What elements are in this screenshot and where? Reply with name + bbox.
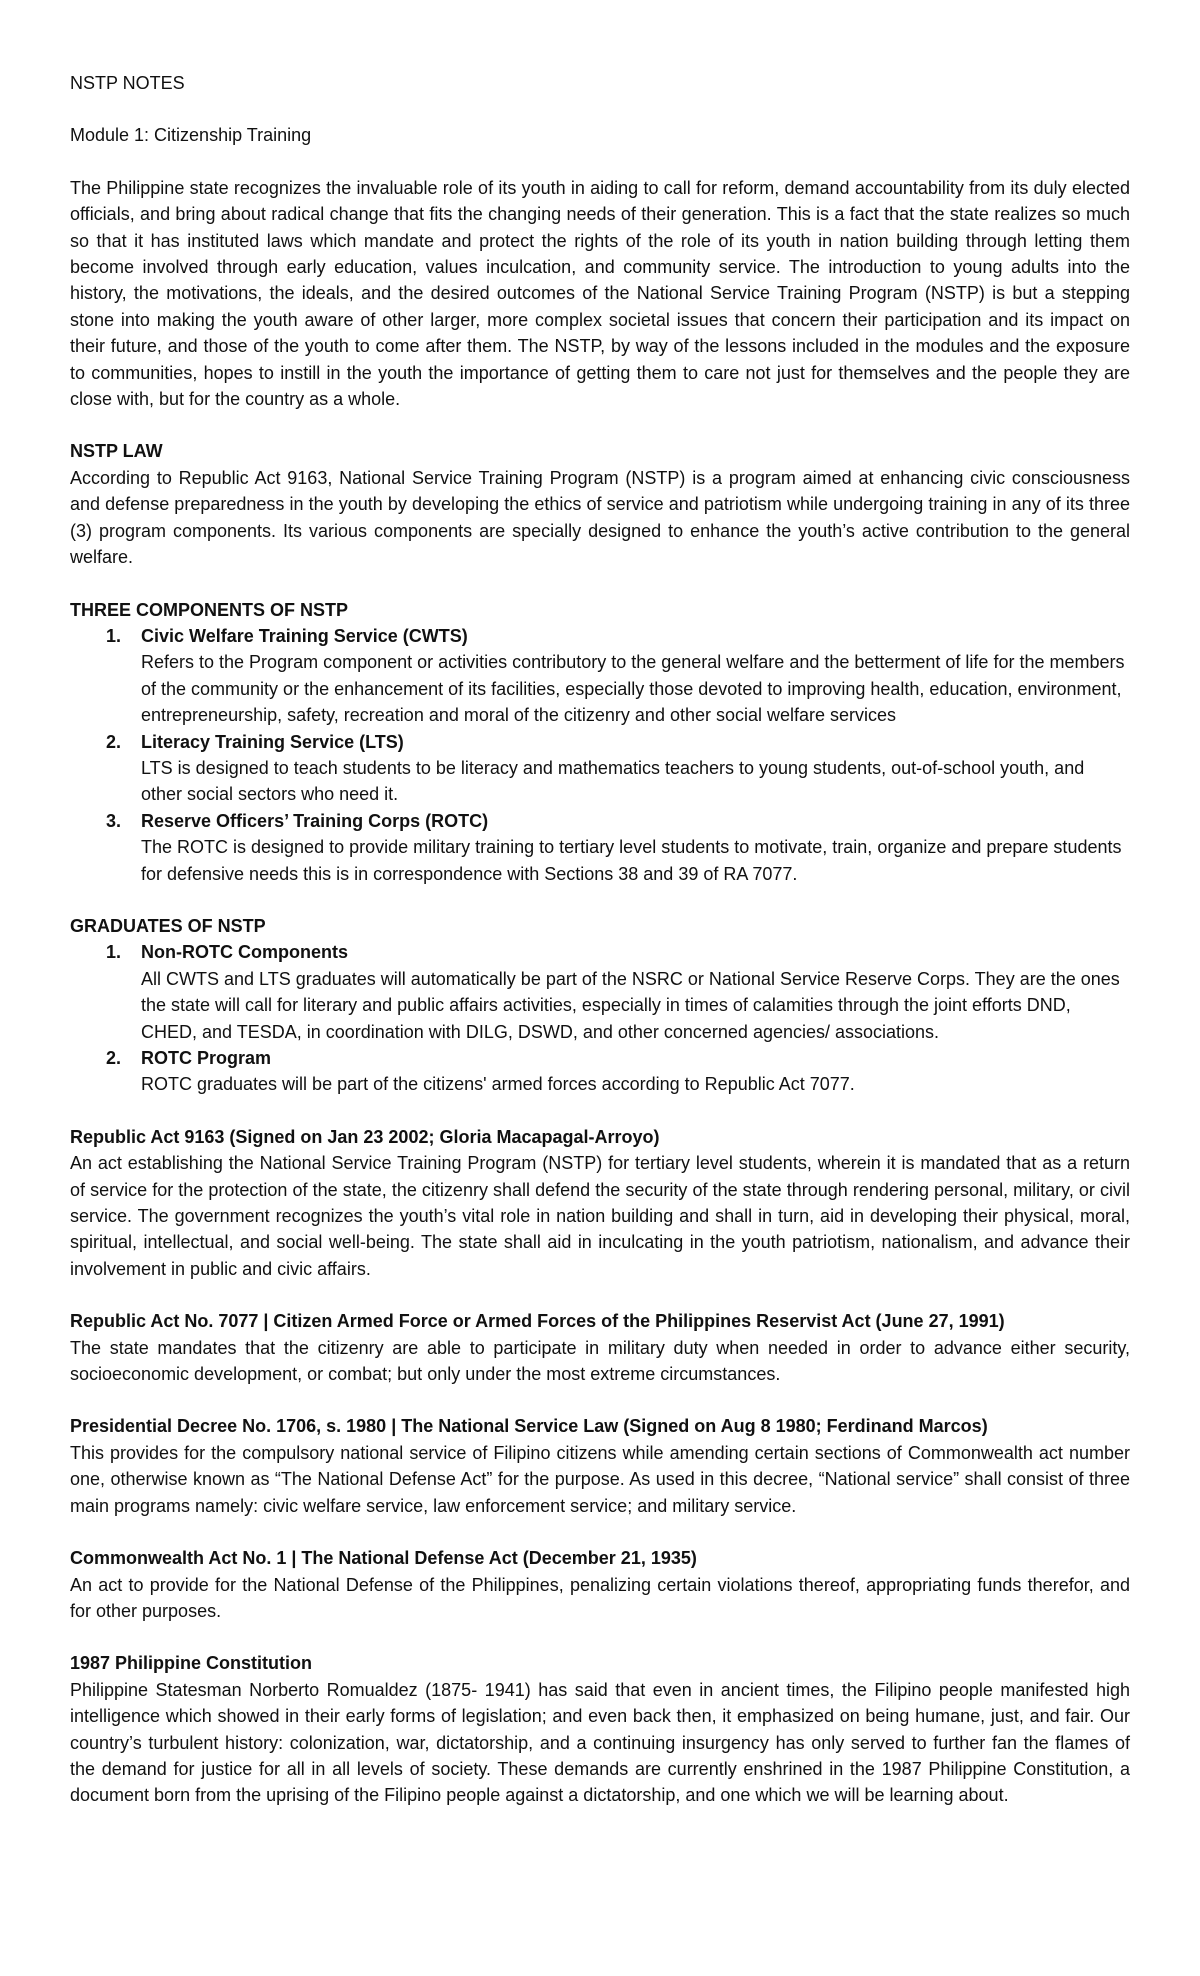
law-section-pd1706 [70, 1413, 1130, 1519]
nstp-law-body: According to Republic Act 9163, National Service Training Program (NSTP) is a program aimed at enhancing civic consciousness and defense preparedness in the youth by developing the ethics of service and patriotism while undergoing training in any of its three (3) program components. Its various components are specially designed to enhance the youth’s active contribution to the general welfare. [70, 467, 1130, 568]
law-section-ra7077 [70, 1308, 1130, 1387]
list-item-description: Refers to the Program component or activities contributory to the general welfare and the betterment of life for the members of the community or the enhancement of its facilities, especially those devoted to improving health, education, environment, entrepreneurship, safety, recreation and moral of the citizenry and other social welfare services [141, 652, 1125, 726]
law-body: An act establishing the National Service Training Program (NSTP) for tertiary level students, wherein it is mandated that as a return of service for the protection of the state, the citizenry shall defend the security of the state through rendering personal, military, or civil service. The government recognizes the youth’s vital role in nation building and shall in turn, aid in developing their physical, moral, spiritual, intellectual, and social well-being. The state shall aid in inculcating in the youth patriotism, nationalism, and advance their involvement in public and civic affairs. [70, 1153, 1130, 1279]
list-item-description: ROTC graduates will be part of the citizens' armed forces according to Republic Act 7077. [141, 1074, 855, 1095]
nstp-law-section [70, 438, 1130, 570]
list-item-number: 3. [106, 810, 122, 831]
list-item-title: Reserve Officers’ Training Corps (ROTC) [141, 810, 489, 831]
components-list [70, 623, 1130, 887]
components-section [70, 597, 1130, 887]
law-section-constitution [70, 1650, 1130, 1808]
law-heading: 1987 Philippine Constitution [70, 1653, 313, 1674]
law-heading: Commonwealth Act No. 1 | The National Defense Act (December 21, 1935) [70, 1548, 697, 1569]
list-item-number: 2. [106, 1048, 122, 1068]
graduates-list [70, 939, 1130, 1097]
components-heading: THREE COMPONENTS OF NSTP [70, 599, 349, 620]
law-section-ca1 [70, 1545, 1130, 1624]
graduates-heading: GRADUATES OF NSTP [70, 915, 266, 936]
list-item [70, 729, 1130, 808]
list-item-number: 1. [106, 625, 122, 646]
law-section-ra9163 [70, 1124, 1130, 1282]
list-item [70, 1045, 1130, 1098]
law-body: Philippine Statesman Norberto Romualdez (1875- 1941) has said that even in ancient times, the Filipino people manifested high intelligence which showed in their early forms of legislation; and even back then, it emphasized on being humane, just, and fair. Our country’s turbulent history: colonization, war, dictatorship, and a continuing insurgency has only served to further fan the flames of the demand for justice for all in all levels of society. These demands are currently enshrined in the 1987 Philippine Constitution, a document born from the uprising of the Filipino people against a dictatorship, and one which we will be learning about. [70, 1679, 1130, 1806]
law-heading: Republic Act No. 7077 | Citizen Armed Force or Armed Forces of the Philippines Reservist Act (June 27, 1991) [70, 1311, 1005, 1332]
module-title: Module 1: Citizenship Training [70, 125, 312, 146]
law-heading: Presidential Decree No. 1706, s. 1980 | The National Service Law (Signed on Aug 8 1980; Ferdinand Marcos) [70, 1416, 988, 1437]
list-item-number: 2. [106, 731, 122, 752]
law-body: This provides for the compulsory national service of Filipino citizens while amending certain sections of Commonwealth act number one, otherwise known as “The National Defense Act” for the purpose. As used in this decree, “National service” shall consist of three main programs namely: civic welfare service, law enforcement service; and military service. [70, 1442, 1130, 1516]
intro-paragraph: The Philippine state recognizes the invaluable role of its youth in aiding to call for reform, demand accountability from its duly elected officials, and bring about radical change that fits the changing needs of their generation. This is a fact that the state realizes so much so that it has instituted laws which mandate and protect the rights of the role of its youth in nation building through letting them become involved through early education, values inculcation, and community service. The introduction to young adults into the history, the motivations, the ideals, and the desired outcomes of the National Service Training Program (NSTP) is but a stepping stone into making the youth aware of other larger, more complex societal issues that concern their participation and its impact on their future, and those of the youth to come after them. The NSTP, by way of the lessons included in the modules and the exposure to communities, hopes to instill in the youth the importance of getting them to care not just for themselves and the people they are close with, but for the country as a whole. [70, 177, 1130, 410]
list-item-number: 1. [106, 942, 122, 963]
graduates-section [70, 913, 1130, 1098]
list-item-title: ROTC Program [141, 1048, 272, 1068]
list-item-title: Civic Welfare Training Service (CWTS) [141, 625, 468, 646]
list-item [70, 623, 1130, 729]
list-item-title: Literacy Training Service (LTS) [141, 731, 404, 752]
list-item-description: All CWTS and LTS graduates will automatically be part of the NSRC or National Service Reserve Corps. They are the ones the state will call for literary and public affairs activities, especially in times of calamities through the joint efforts DND, CHED, and TESDA, in coordination with DILG, DSWD, and other concerned agencies/ associations. [141, 968, 1120, 1042]
list-item-description: The ROTC is designed to provide military training to tertiary level students to motivate, train, organize and prepare students for defensive needs this is in correspondence with Sections 38 and 39 of RA 7077. [141, 837, 1122, 884]
law-heading: Republic Act 9163 (Signed on Jan 23 2002; Gloria Macapagal-Arroyo) [70, 1126, 660, 1147]
nstp-law-heading: NSTP LAW [70, 441, 163, 462]
list-item [70, 808, 1130, 887]
list-item-description: LTS is designed to teach students to be literacy and mathematics teachers to young students, out-of-school youth, and other social sectors who need it. [141, 757, 1085, 805]
list-item [70, 939, 1130, 1045]
law-body: The state mandates that the citizenry are able to participate in military duty when needed in order to advance either security, socioeconomic development, or combat; but only under the most extreme circumstances. [70, 1337, 1130, 1385]
law-body: An act to provide for the National Defense of the Philippines, penalizing certain violations thereof, appropriating funds therefor, and for other purposes. [70, 1574, 1130, 1621]
document-title: NSTP NOTES [70, 73, 185, 93]
list-item-title: Non-ROTC Components [141, 942, 348, 963]
